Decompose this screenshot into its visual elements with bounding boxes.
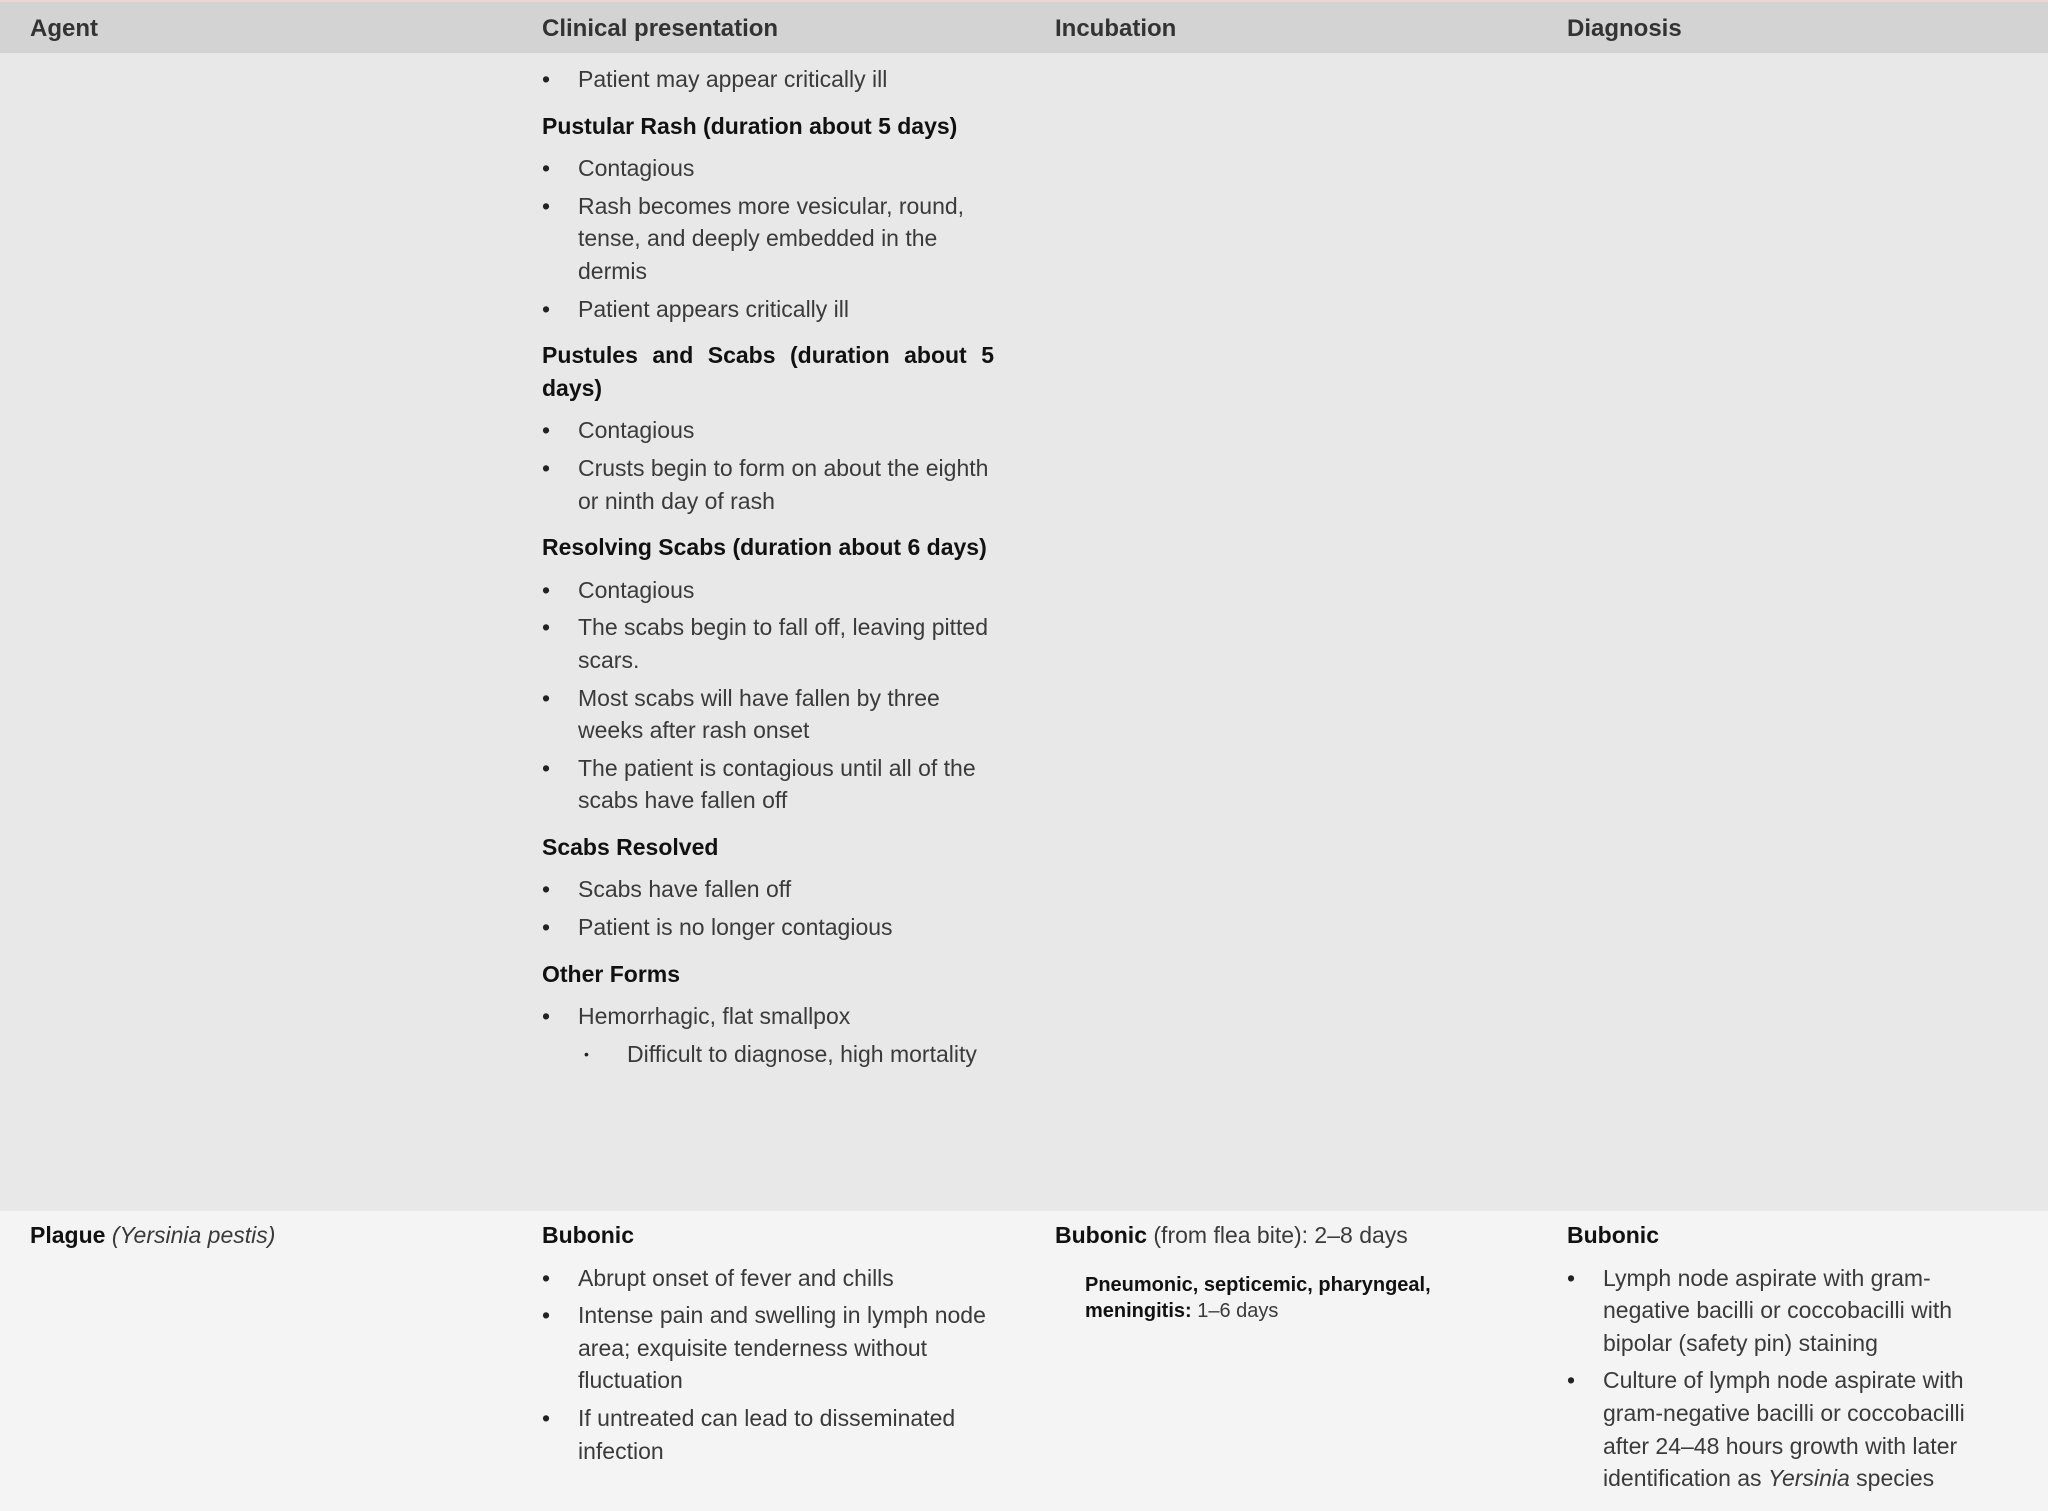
list-item: • Contagious [542,574,994,607]
section-title: Bubonic [542,1222,634,1248]
list-item: • The scabs begin to fall off, leaving pitted scars. [542,611,994,676]
section-title: Bubonic [1567,1222,1659,1248]
list-item: • Lymph node aspirate with gram-negative bacilli or coccobacilli with bipolar (safety pin) staining [1567,1262,2017,1360]
incubation-value: 1–6 days [1191,1299,1279,1322]
list-item: • Scabs have fallen off [542,873,994,906]
list-item: • Most scabs will have fallen by three weeks after rash onset [542,682,994,747]
table-header [0,0,2048,53]
list-item: • Intense pain and swelling in lymph node area; exquisite tenderness without fluctuation [542,1299,994,1397]
clinical-cell [542,1205,994,1472]
header-agent: Agent [30,15,98,42]
section-title: Pustules and Scabs (duration about 5 days) [542,342,994,401]
section-title: Other Forms [542,960,681,987]
clinical-cell [542,63,994,1075]
list-item: • Rash becomes more vesicular, round, tense, and deeply embedded in the dermis [542,190,994,288]
incubation-value: (from flea bite): 2–8 days [1147,1222,1408,1248]
list-item: • Culture of lymph node aspirate with gram-negative bacilli or coccobacilli after 24–48 hours growth with later identification as Yersinia species [1567,1364,2017,1494]
header-diagnosis: Diagnosis [1567,15,1682,42]
section-title: Resolving Scabs (duration about 6 days) [542,534,987,561]
table-row [0,1211,2048,1511]
agent-name: Plague [30,1222,106,1248]
section-title: Scabs Resolved [542,833,719,860]
list-item: • Abrupt onset of fever and chills [542,1262,994,1295]
agent-cell [30,1219,275,1252]
table-row [0,53,2048,1211]
list-item: • Contagious [542,152,994,185]
list-item: • Patient is no longer contagious [542,911,994,944]
incubation-cell [1055,1219,1475,1324]
list-item: • Patient appears critically ill [542,293,994,326]
sub-list-item: • Difficult to diagnose, high mortality [542,1038,994,1071]
list-item: • The patient is contagious until all of the scabs have fallen off [542,752,994,817]
list-item: • Contagious [542,414,994,447]
list-item: • Patient may appear critically ill [542,63,994,96]
list-item: • Crusts begin to form on about the eighth or ninth day of rash [542,452,994,517]
list-item: • Hemorrhagic, flat smallpox [542,1000,994,1033]
section-title: Pustular Rash (duration about 5 days) [542,112,958,139]
agent-species: (Yersinia pestis) [111,1222,276,1248]
diagnosis-cell [1567,1205,2017,1500]
incubation-label: Pneumonic, septicemic, pharyngeal, meningitis: [1085,1273,1431,1322]
list-item: • If untreated can lead to disseminated infection [542,1402,994,1467]
incubation-label: Bubonic [1055,1222,1147,1248]
header-clinical: Clinical presentation [542,15,779,42]
header-incubation: Incubation [1055,15,1177,42]
